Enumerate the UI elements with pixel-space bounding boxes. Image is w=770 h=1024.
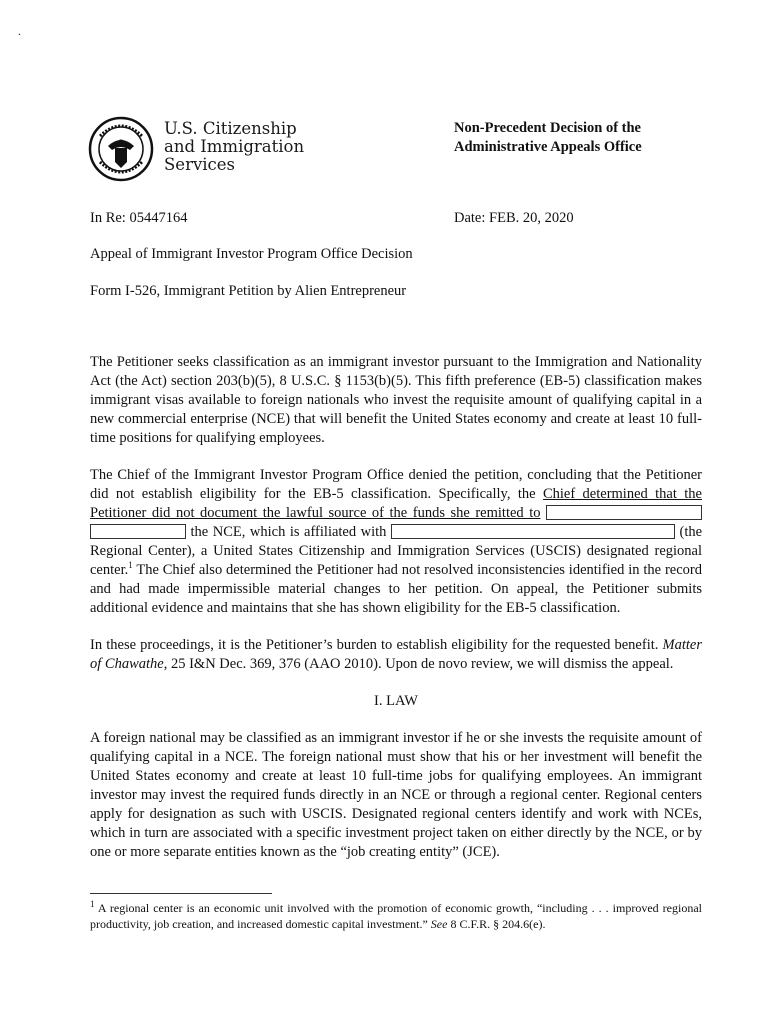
dhs-seal-icon (88, 116, 154, 182)
redaction-box (90, 524, 186, 539)
redaction-box (546, 505, 702, 520)
decision-date: Date: FEB. 20, 2020 (454, 210, 574, 226)
footnote: $^1$ A regional center is an economic unit involved with the promotion of economic growth, “including . . . improved regional productivity, job creation, and increased domestic capital investment.” See 8 C.F.R. § 204.6(e). (90, 899, 702, 931)
section-heading: I. LAW (374, 693, 418, 709)
letterhead (88, 114, 708, 186)
stray-mark: . (18, 24, 21, 38)
appeal-title: Appeal of Immigrant Investor Program Office Decision (90, 246, 413, 262)
in-re: In Re: 05447164 (90, 210, 188, 226)
decision-type: Non-Precedent Decision of the Administrative Appeals Office (454, 120, 642, 155)
decision-body (90, 353, 702, 880)
paragraph-intro: The Petitioner seeks classification as an immigrant investor pursuant to the Immigration and Nationality Act (the Act) section 203(b)(5), 8 U.S.C. § 1153(b)(5). This fifth preference (EB-5) classification makes immigrant visas available to foreign nationals who invest the requisite amount of qualifying capital in a new commercial enterprise (NCE) that will benefit the United States economy and create at least 10 full-time positions for qualifying employees. (90, 354, 702, 446)
paragraph-law: A foreign national may be classified as an immigrant investor if he or she invests the requisite amount of qualifying capital in a NCE. The foreign national must show that his or her investment will benefit the United States economy and create at least 10 full-time jobs for qualifying employees. An immigrant investor may invest the required funds directly in an NCE or through a regional center. Regional centers apply for designation as such with USCIS. Designated regional centers identify and work with NCEs, which in turn are associated with a specific investment project taken on either directly by the NCE, or by one or more separate entities known as the “job creating entity” (JCE). (90, 730, 702, 860)
paragraph-denial: The Chief of the Immigrant Investor Program Office denied the petition, concluding that the Petitioner did not establish eligibility for the EB-5 classification. Specifically, the Chief determined that the Petitioner did not document the lawful source of the funds she remitted to the NCE, which is affiliated with (the Regional Center), a United States Citizenship and Immigration Services (USCIS) designated regional center.$^1$ The Chief also determined the Petitioner had not resolved inconsistencies identified in the record and had made impermissible material changes to her petition. On appeal, the Petitioner submits additional evidence and maintains that she has shown eligibility for the EB-5 classification. (90, 467, 703, 616)
agency-name: U.S. Citizenship and Immigration Services (164, 119, 305, 174)
redaction-box (391, 524, 675, 539)
paragraph-burden: In these proceedings, it is the Petitioner’s burden to establish eligibility for the requested benefit. Matter of Chawathe, 25 I&N Dec. 369, 376 (AAO 2010). Upon de novo review, we will dismiss the appeal. (90, 637, 702, 672)
form-title: Form I-526, Immigrant Petition by Alien Entrepreneur (90, 283, 407, 299)
footnote-divider (90, 893, 272, 894)
footnote-ref[interactable]: 1 (128, 560, 133, 571)
